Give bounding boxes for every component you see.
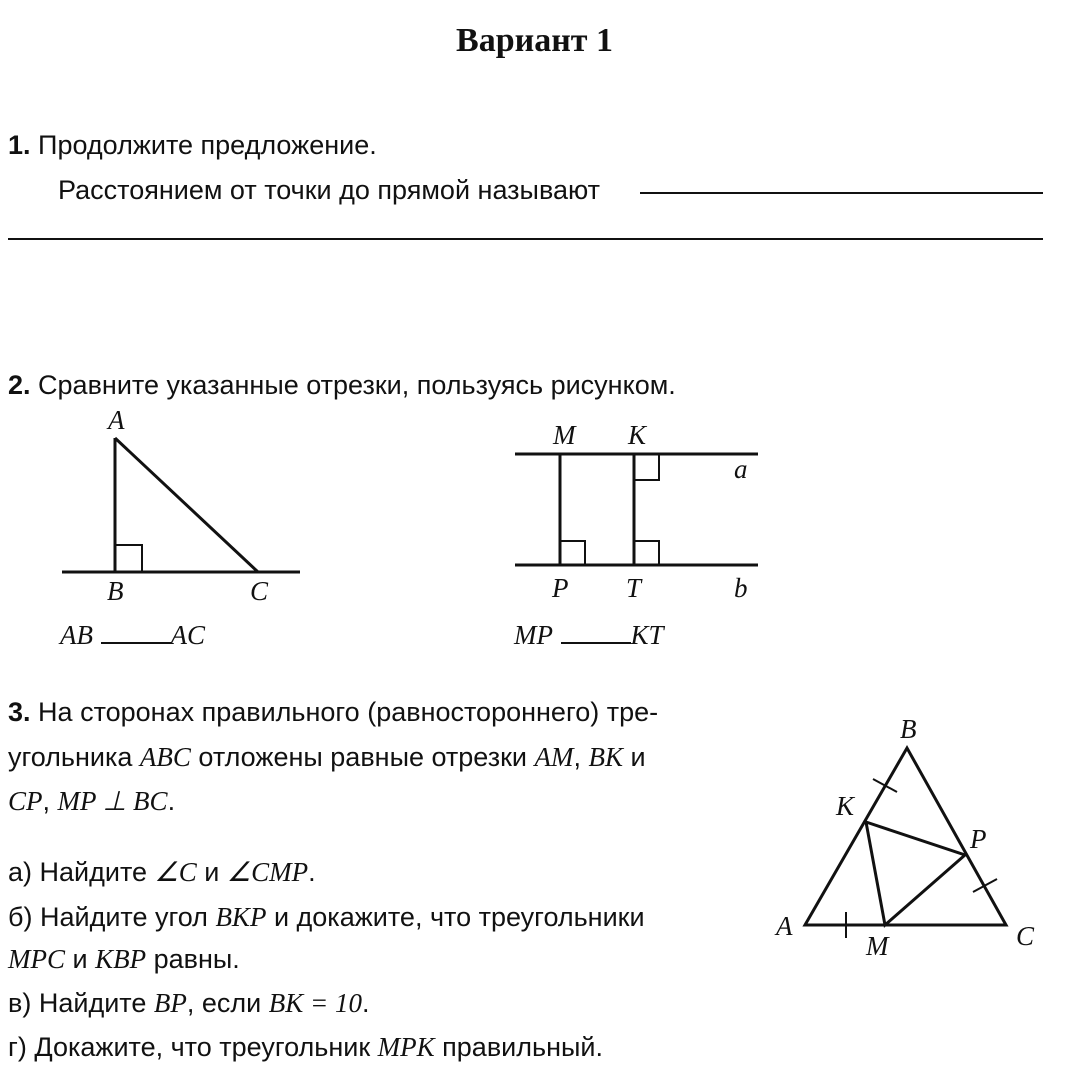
item-a-end: .	[308, 857, 316, 887]
task1-prompt: Продолжите предложение.	[38, 130, 377, 160]
label-a: A	[108, 405, 125, 435]
item-a-and: и	[196, 857, 227, 887]
t3-l2-b: отложены равные отрезки	[190, 742, 535, 772]
item-b-label: б)	[8, 902, 33, 932]
item-c-bp: BP	[153, 988, 187, 1018]
item-c-if: , если	[186, 988, 269, 1018]
task2-prompt: Сравните указанные отрезки, пользуясь рисунком.	[38, 370, 676, 400]
item-a-angle-cmp: ∠CMP	[226, 857, 309, 887]
item-b-kbp: KBP	[95, 944, 147, 974]
item-c-end: .	[361, 988, 370, 1018]
tick-bk	[873, 779, 897, 792]
item-d-mpk: MPK	[377, 1032, 435, 1062]
item-a-angle-c: ∠C	[154, 857, 197, 887]
t3-cp: CP	[8, 786, 43, 816]
label-m: M	[866, 931, 889, 961]
item-b-bkp: BKP	[215, 902, 267, 932]
label-c: C	[250, 576, 269, 606]
t3-l3-a: ,	[42, 786, 58, 816]
compare2-left: MP	[514, 620, 553, 650]
item-a-label: а)	[8, 857, 33, 887]
t3-am: AM	[534, 742, 574, 772]
label-c: C	[1016, 921, 1035, 951]
t3-l3-b: .	[167, 786, 176, 816]
item-d-label: г)	[8, 1032, 27, 1062]
t3-abc: ABC	[139, 742, 191, 772]
item-d-text: Докажите, что треугольник	[34, 1032, 378, 1062]
task1-number: 1.	[8, 130, 31, 160]
compare1-right: AC	[170, 620, 206, 650]
compare1-left: AB	[60, 620, 93, 650]
task3-text-1: На сторонах правильного (равностороннего) тре-	[38, 697, 659, 727]
item-c-label: в)	[8, 988, 32, 1018]
label-k: K	[836, 791, 855, 821]
label-b: B	[900, 714, 917, 744]
label-m: M	[553, 420, 576, 450]
item-b-mpc: MPC	[8, 944, 65, 974]
item-b-text1: Найдите угол	[39, 902, 216, 932]
item-b-and: и	[65, 944, 96, 974]
t3-l2-c: ,	[573, 742, 589, 772]
label-a: A	[776, 911, 793, 941]
t3-mp-perp-bc: MP ⊥ BC	[57, 786, 168, 816]
t3-l2-a: угольника	[8, 742, 140, 772]
label-line-a: a	[734, 454, 748, 484]
item-d-end: правильный.	[434, 1032, 603, 1062]
task2-number: 2.	[8, 370, 31, 400]
t3-bk: BK	[588, 742, 624, 772]
label-k: K	[628, 420, 647, 450]
label-p: P	[552, 573, 569, 603]
label-line-b: b	[734, 573, 748, 603]
label-b: B	[107, 576, 124, 606]
item-a-text: Найдите	[39, 857, 155, 887]
item-c-text: Найдите	[38, 988, 154, 1018]
compare2-right: KT	[630, 620, 664, 650]
item-b-text2: и докажите, что треугольники	[266, 902, 645, 932]
triangle-kpm	[866, 822, 965, 925]
label-p: P	[970, 824, 987, 854]
item-b-end: равны.	[146, 944, 240, 974]
page-title: Вариант 1	[456, 22, 613, 59]
task3-number: 3.	[8, 697, 31, 727]
label-t: T	[626, 573, 642, 603]
t3-l2-d: и	[623, 742, 646, 772]
task1-sentence: Расстоянием от точки до прямой называют	[58, 175, 601, 205]
item-c-condition: BK = 10	[268, 988, 362, 1018]
